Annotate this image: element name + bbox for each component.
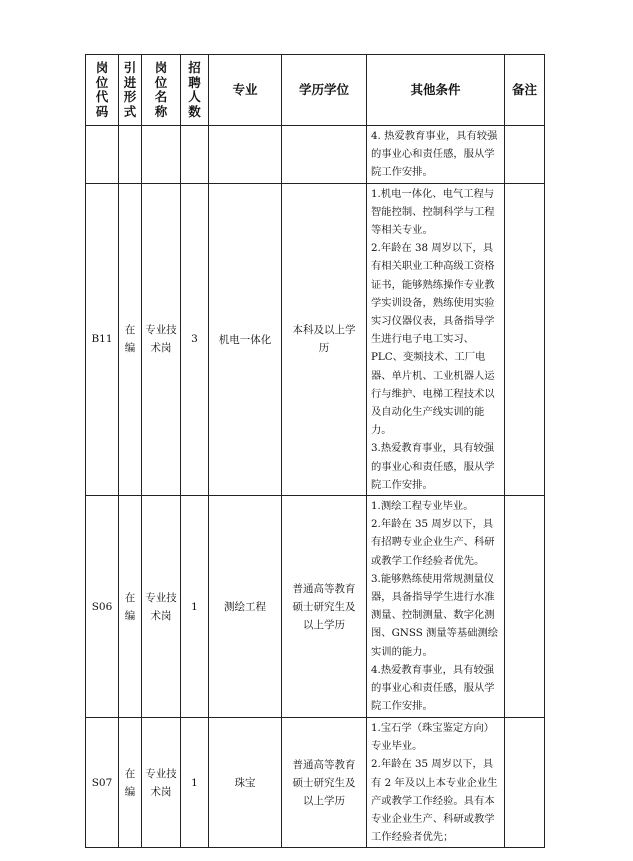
- cell-major: 机电一体化: [209, 183, 282, 495]
- cell-count: 1: [181, 496, 209, 718]
- header-education: 学历学位: [282, 55, 367, 126]
- cell-education: 本科及以上学历: [282, 183, 367, 495]
- cell-name: 专业技术岗: [142, 496, 181, 718]
- cell-note: [505, 718, 545, 848]
- cell-conditions: [367, 496, 505, 718]
- cell-education: [282, 126, 367, 184]
- table-row: [86, 496, 545, 718]
- table-row: [86, 183, 545, 495]
- condition-item: 4.热爱教育事业，具有较强的事业心和责任感，服从学院工作安排。: [371, 663, 495, 713]
- condition-item: 2.年龄在 35 周岁以下，具有 2 年及以上本专业企业生产或教学工作经验。具有本专业企业生产、科研或教学工作经验者优先；: [371, 758, 498, 844]
- cell-name: [142, 126, 181, 184]
- cell-code: B11: [86, 183, 119, 495]
- cell-major: [209, 126, 282, 184]
- cell-count: 1: [181, 718, 209, 848]
- table-row: [86, 718, 545, 848]
- header-intro-form: 引进形式: [119, 55, 142, 126]
- cell-count: 3: [181, 183, 209, 495]
- header-post-code: 岗位代码: [86, 55, 119, 126]
- cell-education: 普通高等教育硕士研究生及以上学历: [282, 496, 367, 718]
- recruitment-table: [85, 54, 545, 848]
- table-header-row: [86, 55, 545, 126]
- cell-note: [505, 496, 545, 718]
- cell-education: 普通高等教育硕士研究生及以上学历: [282, 718, 367, 848]
- header-conditions: 其他条件: [367, 55, 505, 126]
- condition-item: 1.宝石学（珠宝鉴定方向）专业毕业。: [371, 722, 495, 753]
- table-row: [86, 126, 545, 184]
- cell-conditions: [367, 183, 505, 495]
- cell-conditions: [367, 718, 505, 848]
- cell-note: [505, 183, 545, 495]
- cell-note: [505, 126, 545, 184]
- cell-name: 专业技术岗: [142, 718, 181, 848]
- condition-item: 3.能够熟练使用常规测量仪器，具备指导学生进行水准测量、控制测量、数字化测图、GNSS 测量等基础测绘实训的能力。: [371, 572, 499, 658]
- cell-form: 在编: [119, 496, 142, 718]
- header-count: 招聘人数: [181, 55, 209, 126]
- header-post-name: 岗位名称: [142, 55, 181, 126]
- cell-form: 在编: [119, 718, 142, 848]
- condition-item: 1.测绘工程专业毕业。: [371, 500, 474, 513]
- condition-item: 3.热爱教育事业，具有较强的事业心和责任感，服从学院工作安排。: [371, 442, 495, 491]
- condition-item: 4. 热爱教育事业，具有较强的事业心和责任感，服从学院工作安排。: [371, 130, 498, 179]
- cell-code: [86, 126, 119, 184]
- cell-major: 测绘工程: [209, 496, 282, 718]
- condition-item: 2.年龄在 38 周岁以下，具有相关职业工种高级工资格证书，能够熟练操作专业教学实训设备，熟练使用实验实习仪器仪表，具备指导学生进行电子电工实习、PLC、变频技术、工厂电器、单片机、工业机器人运行与维护、电梯工程技术以及自动化生产线实训的能力。: [371, 242, 495, 437]
- cell-count: [181, 126, 209, 184]
- header-note: 备注: [505, 55, 545, 126]
- header-major: 专业: [209, 55, 282, 126]
- cell-code: S06: [86, 496, 119, 718]
- cell-conditions: [367, 126, 505, 184]
- cell-major: 珠宝: [209, 718, 282, 848]
- condition-item: 1.机电一体化、电气工程与智能控制、控制科学与工程等相关专业。: [371, 187, 495, 237]
- cell-form: [119, 126, 142, 184]
- condition-item: 2.年龄在 35 周岁以下，具有招聘专业企业生产、科研或教学工作经验者优先。: [371, 518, 495, 567]
- cell-name: 专业技术岗: [142, 183, 181, 495]
- cell-form: 在编: [119, 183, 142, 495]
- cell-code: S07: [86, 718, 119, 848]
